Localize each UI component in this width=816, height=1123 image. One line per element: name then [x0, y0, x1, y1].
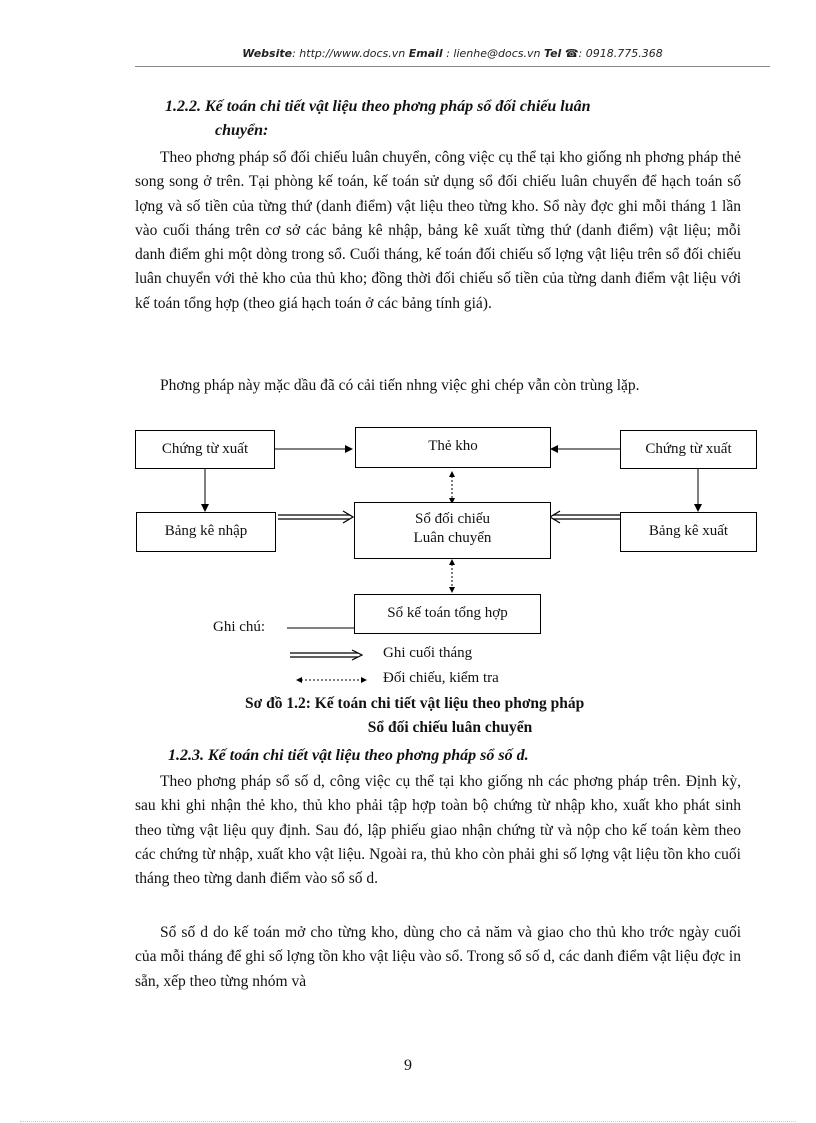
box-the-kho: Thẻ kho [355, 427, 551, 468]
box-so-doi-chieu-line1: Sổ đối chiếu [415, 511, 490, 527]
box-so-doi-chieu [354, 502, 551, 559]
section-122-title-line1: 1.2.2. Kế toán chi tiết vật liệu theo phơng pháp sổ đối chiếu luân [165, 98, 591, 115]
section-123-title: 1.2.3. Kế toán chi tiết vật liệu theo phơng pháp sổ số d. [168, 747, 529, 764]
phone-icon: ☎ [564, 47, 579, 60]
tel-label: Tel [543, 47, 562, 60]
section-122-title-line2: chuyển: [215, 122, 269, 139]
legend-check-label: Đối chiếu, kiểm tra [383, 670, 499, 686]
double-arrow-right-head [550, 511, 560, 523]
box-so-doi-chieu-line2: Luân chuyển [413, 530, 492, 546]
website-value: : http://www.docs.vn [292, 47, 406, 60]
box-bang-ke-xuat: Bảng kê xuất [620, 512, 757, 552]
section-122-paragraph-1: Theo phơng pháp sổ đối chiếu luân chuyển, công việc cụ thể tại kho giống nh phơng pháp thẻ song song ở trên. Tại phòng kế toán, kế toán sử dụng sổ đối chiếu luân chuyển để hạch toán số lợng và số tiền của từng thứ (danh điểm) vật liệu theo từng kho. Sổ này đợc ghi mỗi tháng 1 lần vào cuối tháng trên cơ sở các bảng kê nhập, bảng kê xuất từng thứ (danh điểm) vật liệu; mỗi danh điểm ghi một dòng trong sổ. Cuối tháng, kế toán đối chiếu số lợng vật liệu trên sổ đối chiếu luân chuyển với thẻ kho của thủ kho; đồng thời đối chiếu số tiền của từng danh điểm vật liệu với kế toán tổng hợp (theo giá hạch toán ở các bảng tính giá). [135, 149, 741, 312]
tel-value: : 0918.775.368 [578, 47, 663, 60]
diagram-caption-line2: Sổ đối chiếu luân chuyển [367, 719, 533, 736]
section-122-paragraph-2: Phơng pháp này mặc dầu đã có cải tiến nhng việc ghi chép vẫn còn trùng lặp. [160, 377, 640, 394]
diagram-caption-line1: Sơ đồ 1.2: Kế toán chi tiết vật liệu theo phơng pháp [245, 695, 585, 712]
email-label: Email [408, 47, 443, 60]
section-123-paragraph-2: Sổ số d do kế toán mở cho từng kho, dùng cho cả năm và giao cho thủ kho trớc ngày cuối của mỗi tháng để ghi số lợng tồn kho vật liệu vào sổ. Trong sổ số d, các danh điểm vật liệu đợc in sẵn, xếp theo từng nhóm và [135, 924, 741, 990]
section-123-paragraph-1: Theo phơng pháp sổ số d, công việc cụ thể tại kho giống nh các phơng pháp trên. Định kỳ, sau khi ghi nhận thẻ kho, thủ kho phải tập hợp toàn bộ chứng từ nhập kho, xuất kho phát sinh theo từng vật liệu quy định. Sau đó, lập phiếu giao nhận chứng từ và nộp cho kế toán kèm theo các chứng từ nhập, xuất kho vật liệu. Ngoài ra, thủ kho còn phải ghi số lợng vật liệu tồn kho cuối tháng theo từng danh điểm vào sổ số d. [135, 773, 741, 888]
website-label: Website [242, 47, 293, 60]
box-so-ke-toan-tong-hop: Sổ kế toán tổng hợp [354, 594, 541, 634]
legend-title: Ghi chú: [213, 619, 266, 635]
box-chung-tu-xuat-left: Chứng từ xuất [135, 430, 275, 469]
email-value: : lienhe@docs.vn [446, 47, 541, 60]
legend-double-arrow-head [352, 650, 362, 660]
box-chung-tu-xuat-right: Chứng từ xuất [620, 430, 757, 469]
page-number: 9 [404, 1057, 412, 1074]
legend-monthly-label: Ghi cuối tháng [383, 645, 473, 661]
page-bottom-divider [20, 1121, 796, 1122]
double-arrow-left-head [343, 511, 353, 523]
box-bang-ke-nhap: Bảng kê nhập [136, 512, 276, 552]
